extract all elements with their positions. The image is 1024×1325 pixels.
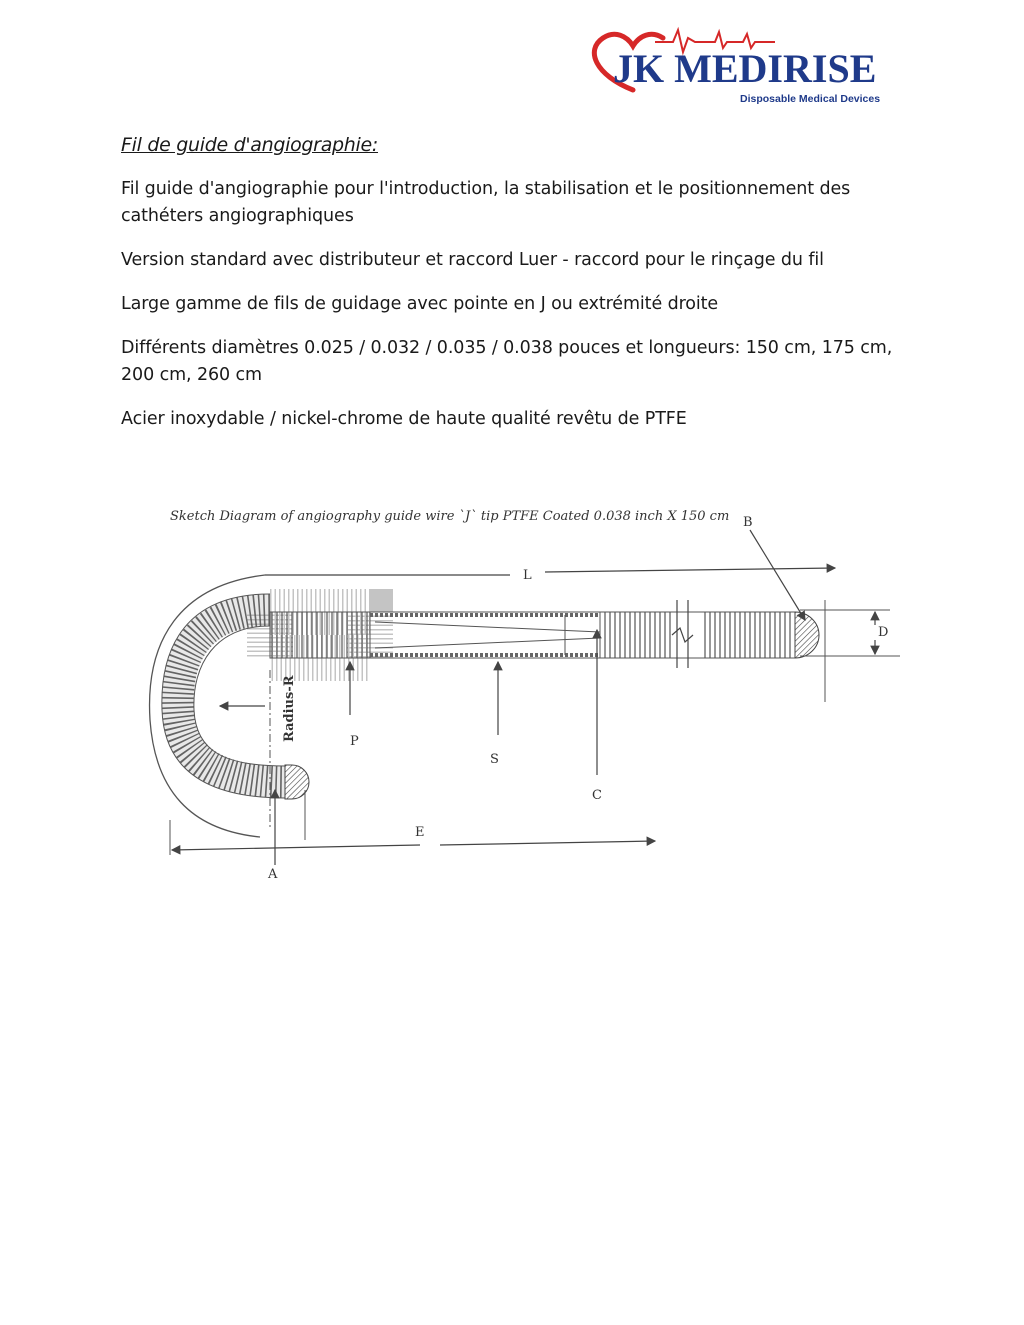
logo-wordmark: JK MEDIRISE — [613, 46, 877, 91]
paragraph-range: Large gamme de fils de guidage avec pointe en J ou extrémité droite — [121, 294, 719, 314]
description-body — [121, 176, 921, 450]
sketch-drawing — [120, 490, 920, 890]
label-e: E — [415, 825, 425, 840]
label-a: A — [268, 867, 278, 882]
guide-wire-sketch — [120, 490, 920, 890]
page-title: Fil de guide d'angiographie: — [121, 134, 379, 156]
label-s: S — [490, 752, 499, 767]
label-radius: Radius-R — [282, 675, 297, 742]
paragraph-purpose: Fil guide d'angiographie pour l'introduction, la stabilisation et le positionnement des cathéters angiographiques — [121, 179, 851, 226]
sketch-title: Sketch Diagram of angiography guide wire `J` tip PTFE Coated 0.038 inch X 150 cm — [170, 509, 730, 524]
paragraph-version: Version standard avec distributeur et raccord Luer - raccord pour le rinçage du fil — [121, 250, 824, 270]
brand-logo — [585, 20, 910, 110]
label-c: C — [592, 788, 602, 803]
logo-tagline: Disposable Medical Devices — [740, 93, 881, 105]
paragraph-material: Acier inoxydable / nickel-chrome de haute qualité revêtu de PTFE — [121, 409, 687, 429]
logo-graphic — [585, 20, 910, 110]
label-l: L — [523, 568, 532, 583]
paragraph-sizes: Différents diamètres 0.025 / 0.032 / 0.035 / 0.038 pouces et longueurs: 150 cm, 175 cm, 200 cm, 260 cm — [121, 338, 893, 385]
label-p: P — [350, 734, 359, 749]
label-d: D — [878, 625, 889, 640]
label-b: B — [743, 515, 753, 530]
